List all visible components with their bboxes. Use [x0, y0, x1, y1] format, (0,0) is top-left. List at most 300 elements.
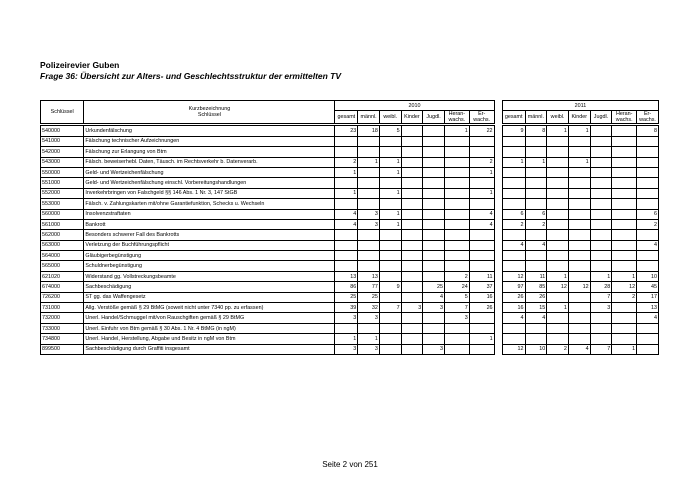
row-description: Bankrott — [84, 219, 335, 229]
value-cell-2011 — [568, 188, 590, 198]
value-cell-2011 — [568, 334, 590, 344]
value-cell-2011: 1 — [612, 271, 637, 281]
column-spacer — [494, 334, 502, 344]
value-cell-2010: 25 — [335, 292, 358, 302]
value-cell-2011: 4 — [502, 313, 525, 323]
value-cell-2011: 2 — [547, 344, 569, 354]
column-spacer — [494, 136, 502, 146]
value-cell-2011 — [547, 230, 569, 240]
value-cell-2010: 5 — [444, 292, 469, 302]
value-cell-2010: 11 — [469, 271, 494, 281]
value-cell-2011 — [525, 199, 547, 209]
value-cell-2010: 7 — [444, 303, 469, 313]
value-cell-2010: 3 — [335, 344, 358, 354]
value-cell-2010: 3 — [358, 209, 380, 219]
row-key: 734800 — [41, 334, 84, 344]
value-cell-2011: 85 — [525, 282, 547, 292]
value-cell-2011 — [502, 147, 525, 157]
value-cell-2010 — [358, 240, 380, 250]
value-cell-2011 — [547, 334, 569, 344]
value-cell-2010 — [423, 178, 445, 188]
value-cell-2011: 6 — [525, 209, 547, 219]
row-description: Widerstand gg. Vollstreckungsbeamte — [84, 271, 335, 281]
value-cell-2011 — [547, 157, 569, 167]
value-cell-2011: 3 — [590, 303, 612, 313]
row-key: 540000 — [41, 126, 84, 136]
value-cell-2011 — [612, 209, 637, 219]
value-cell-2011 — [637, 261, 659, 271]
value-cell-2011 — [547, 313, 569, 323]
value-cell-2010 — [444, 261, 469, 271]
value-cell-2010 — [335, 240, 358, 250]
key-column-header: Schlüssel — [41, 101, 84, 124]
value-cell-2011 — [568, 251, 590, 261]
column-spacer — [494, 219, 502, 229]
value-cell-2011 — [637, 147, 659, 157]
row-key: 562000 — [41, 230, 84, 240]
value-cell-2010: 1 — [335, 167, 358, 177]
value-cell-2011 — [637, 251, 659, 261]
row-description: Unerl. Handel/Schmuggel mit/von Rauschgiften gemäß § 29 BtMG — [84, 313, 335, 323]
value-cell-2010 — [469, 251, 494, 261]
value-cell-2011 — [525, 323, 547, 333]
value-cell-2010: 9 — [379, 282, 401, 292]
subcolumn-header-line: Jugdl. — [426, 114, 441, 121]
value-cell-2010 — [423, 126, 445, 136]
value-cell-2010 — [444, 188, 469, 198]
value-cell-2011 — [502, 178, 525, 188]
row-description: Fälsch. beweiserhebl. Daten, Täusch. im Rechtsverkehr b. Datenverarb. — [84, 157, 335, 167]
value-cell-2011 — [547, 323, 569, 333]
value-cell-2010 — [469, 313, 494, 323]
value-cell-2011: 10 — [525, 344, 547, 354]
value-cell-2010 — [444, 334, 469, 344]
value-cell-2010: 25 — [423, 282, 445, 292]
value-cell-2011: 1 — [612, 344, 637, 354]
value-cell-2011 — [502, 323, 525, 333]
column-spacer — [494, 209, 502, 219]
value-cell-2011 — [590, 157, 612, 167]
value-cell-2011 — [525, 334, 547, 344]
value-cell-2011 — [590, 147, 612, 157]
row-key: 561000 — [41, 219, 84, 229]
value-cell-2011: 2 — [612, 292, 637, 302]
value-cell-2011: 45 — [637, 282, 659, 292]
row-key: 543000 — [41, 157, 84, 167]
value-cell-2011 — [547, 199, 569, 209]
value-cell-2010: 1 — [444, 126, 469, 136]
value-cell-2011 — [612, 188, 637, 198]
value-cell-2011 — [568, 303, 590, 313]
value-cell-2010 — [379, 251, 401, 261]
column-spacer — [494, 240, 502, 250]
value-cell-2010 — [335, 251, 358, 261]
value-cell-2010 — [423, 240, 445, 250]
value-cell-2011 — [502, 188, 525, 198]
value-cell-2011 — [590, 323, 612, 333]
report-subtitle: Frage 36: Übersicht zur Alters- und Geschlechtsstruktur der ermittelten TV — [40, 71, 342, 81]
value-cell-2011 — [612, 240, 637, 250]
table-row — [41, 230, 659, 240]
row-description: Allg. Verstöße gemäß § 29 BtMG (soweit nicht unter 7340 pp. zu erfassen) — [84, 303, 335, 313]
row-description: Geld- und Wertzeichenfälschung — [84, 167, 335, 177]
subcolumn-header-line: Jugdl. — [593, 114, 609, 121]
row-description: ST gg. das Waffengesetz — [84, 292, 335, 302]
subcolumn-header-line: wachs. — [615, 117, 633, 124]
value-cell-2010: 1 — [379, 188, 401, 198]
value-cell-2010: 3 — [358, 313, 380, 323]
value-cell-2010: 25 — [358, 292, 380, 302]
value-cell-2010 — [379, 313, 401, 323]
value-cell-2010 — [444, 167, 469, 177]
value-cell-2010 — [444, 209, 469, 219]
subcolumn-header — [401, 111, 423, 124]
value-cell-2010: 1 — [379, 157, 401, 167]
value-cell-2011: 12 — [502, 344, 525, 354]
value-cell-2010 — [358, 261, 380, 271]
value-cell-2011 — [637, 230, 659, 240]
column-spacer — [494, 344, 502, 354]
year-header-2010: 2010 — [335, 101, 494, 111]
column-spacer — [494, 147, 502, 157]
table-row — [41, 303, 659, 313]
value-cell-2010: 4 — [469, 219, 494, 229]
value-cell-2010 — [401, 147, 423, 157]
value-cell-2010: 16 — [469, 292, 494, 302]
value-cell-2010: 3 — [358, 219, 380, 229]
value-cell-2011: 28 — [590, 282, 612, 292]
value-cell-2010: 26 — [469, 303, 494, 313]
value-cell-2011: 6 — [502, 209, 525, 219]
value-cell-2011: 1 — [568, 157, 590, 167]
value-cell-2010 — [379, 240, 401, 250]
value-cell-2011 — [568, 323, 590, 333]
value-cell-2011 — [568, 292, 590, 302]
value-cell-2010 — [423, 147, 445, 157]
value-cell-2011 — [637, 199, 659, 209]
subcolumn-header — [502, 111, 525, 124]
value-cell-2011 — [568, 209, 590, 219]
value-cell-2011 — [590, 251, 612, 261]
row-key: 553000 — [41, 199, 84, 209]
value-cell-2010 — [423, 157, 445, 167]
value-cell-2011 — [547, 209, 569, 219]
value-cell-2010: 1 — [469, 188, 494, 198]
column-spacer — [494, 313, 502, 323]
value-cell-2010 — [423, 334, 445, 344]
value-cell-2010 — [401, 199, 423, 209]
value-cell-2010 — [423, 167, 445, 177]
value-cell-2010 — [335, 178, 358, 188]
value-cell-2010: 3 — [444, 313, 469, 323]
subcolumn-header-line: Kinder — [571, 114, 588, 121]
value-cell-2011: 8 — [637, 126, 659, 136]
value-cell-2010: 1 — [379, 209, 401, 219]
value-cell-2011 — [590, 240, 612, 250]
value-cell-2010 — [423, 219, 445, 229]
table-row — [41, 167, 659, 177]
value-cell-2010 — [401, 126, 423, 136]
row-key: 899500 — [41, 344, 84, 354]
value-cell-2010 — [379, 230, 401, 240]
value-cell-2010 — [444, 178, 469, 188]
value-cell-2011 — [568, 199, 590, 209]
value-cell-2011 — [502, 167, 525, 177]
description-header-line2: Schlüssel — [197, 112, 221, 119]
value-cell-2011 — [590, 136, 612, 146]
row-key: 621020 — [41, 271, 84, 281]
value-cell-2011 — [502, 251, 525, 261]
value-cell-2010: 2 — [335, 157, 358, 167]
value-cell-2011 — [612, 157, 637, 167]
value-cell-2010: 1 — [469, 334, 494, 344]
value-cell-2011 — [637, 334, 659, 344]
value-cell-2011 — [525, 178, 547, 188]
table-row — [41, 344, 659, 354]
table-row — [41, 199, 659, 209]
value-cell-2010 — [423, 313, 445, 323]
column-spacer — [494, 230, 502, 240]
value-cell-2011 — [525, 147, 547, 157]
row-key: 732000 — [41, 313, 84, 323]
value-cell-2010 — [358, 323, 380, 333]
value-cell-2011 — [525, 188, 547, 198]
value-cell-2010: 1 — [335, 334, 358, 344]
subcolumn-header — [547, 111, 569, 124]
value-cell-2011 — [590, 188, 612, 198]
value-cell-2010 — [401, 261, 423, 271]
value-cell-2011 — [590, 261, 612, 271]
row-description: Inverkehrbringen von Falschgeld §§ 146 Abs. 1 Nr. 3, 147 StGB — [84, 188, 335, 198]
value-cell-2010 — [379, 136, 401, 146]
row-key: 542000 — [41, 147, 84, 157]
value-cell-2011 — [525, 167, 547, 177]
table-row — [41, 188, 659, 198]
column-spacer — [494, 199, 502, 209]
value-cell-2011 — [612, 147, 637, 157]
value-cell-2010: 24 — [444, 282, 469, 292]
value-cell-2010: 18 — [358, 126, 380, 136]
value-cell-2010 — [401, 230, 423, 240]
row-description: Sachbeschädigung — [84, 282, 335, 292]
subcolumn-header-line: gesamt — [337, 114, 356, 121]
value-cell-2010 — [401, 188, 423, 198]
value-cell-2011: 1 — [525, 157, 547, 167]
row-key: 726200 — [41, 292, 84, 302]
value-cell-2011 — [590, 230, 612, 240]
subcolumn-header-line: Er- — [478, 111, 486, 118]
value-cell-2011: 4 — [637, 240, 659, 250]
value-cell-2011: 2 — [525, 219, 547, 229]
value-cell-2011 — [590, 167, 612, 177]
value-cell-2010 — [444, 344, 469, 354]
value-cell-2011: 10 — [637, 271, 659, 281]
value-cell-2011: 2 — [637, 219, 659, 229]
value-cell-2010: 37 — [469, 282, 494, 292]
value-cell-2011: 9 — [502, 126, 525, 136]
value-cell-2011: 12 — [502, 271, 525, 281]
value-cell-2010 — [401, 344, 423, 354]
value-cell-2010 — [401, 219, 423, 229]
value-cell-2011 — [612, 334, 637, 344]
row-description: Unerl. Handel, Herstellung, Abgabe und Besitz in ngM von Btm — [84, 334, 335, 344]
statistics-table — [40, 100, 659, 355]
value-cell-2010: 4 — [335, 209, 358, 219]
page-number: Seite 2 von 251 — [322, 460, 378, 469]
value-cell-2011: 12 — [568, 282, 590, 292]
value-cell-2011 — [547, 240, 569, 250]
column-spacer — [494, 157, 502, 167]
value-cell-2010 — [401, 240, 423, 250]
value-cell-2010 — [358, 147, 380, 157]
column-spacer — [494, 323, 502, 333]
value-cell-2010 — [401, 323, 423, 333]
value-cell-2010 — [444, 147, 469, 157]
value-cell-2010 — [423, 136, 445, 146]
row-key: 674000 — [41, 282, 84, 292]
column-spacer — [494, 261, 502, 271]
value-cell-2011 — [637, 167, 659, 177]
value-cell-2011 — [612, 178, 637, 188]
table-row — [41, 261, 659, 271]
value-cell-2010 — [379, 261, 401, 271]
value-cell-2010 — [423, 323, 445, 333]
value-cell-2011 — [502, 199, 525, 209]
value-cell-2011: 4 — [637, 313, 659, 323]
value-cell-2011 — [525, 136, 547, 146]
value-cell-2011 — [568, 240, 590, 250]
table-row — [41, 209, 659, 219]
value-cell-2010 — [335, 199, 358, 209]
value-cell-2011 — [547, 219, 569, 229]
table-row — [41, 178, 659, 188]
value-cell-2011 — [637, 188, 659, 198]
value-cell-2011: 7 — [590, 344, 612, 354]
table-row — [41, 251, 659, 261]
table-row — [41, 126, 659, 136]
value-cell-2011 — [568, 219, 590, 229]
value-cell-2010: 2 — [444, 271, 469, 281]
value-cell-2011 — [612, 126, 637, 136]
value-cell-2011 — [612, 230, 637, 240]
value-cell-2011 — [502, 334, 525, 344]
value-cell-2011 — [590, 126, 612, 136]
column-spacer — [494, 271, 502, 281]
value-cell-2010 — [358, 188, 380, 198]
row-description: Sachbeschädigung durch Graffiti insgesamt — [84, 344, 335, 354]
value-cell-2010: 13 — [358, 271, 380, 281]
value-cell-2010 — [335, 147, 358, 157]
value-cell-2011: 1 — [547, 303, 569, 313]
value-cell-2011 — [568, 271, 590, 281]
value-cell-2011: 16 — [502, 303, 525, 313]
value-cell-2010 — [469, 147, 494, 157]
value-cell-2010 — [444, 240, 469, 250]
value-cell-2011: 12 — [547, 282, 569, 292]
table-row — [41, 219, 659, 229]
value-cell-2010 — [423, 209, 445, 219]
table-row — [41, 282, 659, 292]
value-cell-2010: 4 — [469, 209, 494, 219]
value-cell-2011 — [612, 199, 637, 209]
row-key: 565000 — [41, 261, 84, 271]
value-cell-2010 — [401, 292, 423, 302]
value-cell-2010 — [401, 167, 423, 177]
value-cell-2011: 26 — [502, 292, 525, 302]
value-cell-2011 — [612, 261, 637, 271]
row-description: Fälschung technischer Aufzeichnungen — [84, 136, 335, 146]
value-cell-2010: 3 — [401, 303, 423, 313]
row-description: Insolvenzstraftaten — [84, 209, 335, 219]
value-cell-2010 — [469, 261, 494, 271]
value-cell-2010: 13 — [335, 271, 358, 281]
row-key: 541000 — [41, 136, 84, 146]
value-cell-2011 — [568, 230, 590, 240]
column-spacer — [494, 126, 502, 136]
value-cell-2011 — [547, 147, 569, 157]
value-cell-2010: 1 — [469, 167, 494, 177]
value-cell-2010 — [401, 271, 423, 281]
column-spacer — [494, 167, 502, 177]
value-cell-2011 — [568, 167, 590, 177]
value-cell-2010: 22 — [469, 126, 494, 136]
subcolumn-header-line: Kinder — [404, 114, 420, 121]
value-cell-2011: 7 — [590, 292, 612, 302]
value-cell-2010: 2 — [469, 157, 494, 167]
value-cell-2010 — [469, 178, 494, 188]
value-cell-2010: 3 — [423, 344, 445, 354]
subcolumn-header-line: Er- — [643, 111, 652, 118]
value-cell-2010: 3 — [335, 313, 358, 323]
subcolumn-header — [358, 111, 380, 124]
table-row — [41, 292, 659, 302]
value-cell-2011: 2 — [502, 219, 525, 229]
value-cell-2010 — [379, 292, 401, 302]
row-key: 551000 — [41, 178, 84, 188]
value-cell-2011 — [590, 219, 612, 229]
value-cell-2011 — [590, 313, 612, 323]
value-cell-2010 — [423, 188, 445, 198]
column-spacer — [494, 178, 502, 188]
value-cell-2011 — [568, 313, 590, 323]
value-cell-2010 — [358, 167, 380, 177]
value-cell-2011 — [568, 178, 590, 188]
row-key: 563000 — [41, 240, 84, 250]
value-cell-2011: 26 — [525, 292, 547, 302]
row-description: Urkundenfälschung — [84, 126, 335, 136]
row-description: Unerl. Einfuhr von Btm gemäß § 30 Abs. 1 Nr. 4 BtMG (in ngM) — [84, 323, 335, 333]
page-header — [40, 60, 341, 82]
value-cell-2010 — [358, 251, 380, 261]
value-cell-2010 — [358, 178, 380, 188]
row-key: 564000 — [41, 251, 84, 261]
value-cell-2010 — [358, 199, 380, 209]
value-cell-2010: 86 — [335, 282, 358, 292]
value-cell-2011 — [547, 251, 569, 261]
subcolumn-header — [444, 111, 469, 124]
subcolumn-header-line: wachs. — [639, 117, 656, 124]
value-cell-2010 — [401, 313, 423, 323]
subcolumn-header — [335, 111, 358, 124]
value-cell-2010 — [358, 230, 380, 240]
value-cell-2011: 4 — [525, 313, 547, 323]
subcolumn-header-line: männl. — [360, 114, 377, 121]
value-cell-2011: 4 — [502, 240, 525, 250]
row-key: 560000 — [41, 209, 84, 219]
value-cell-2010 — [469, 323, 494, 333]
subcolumn-header-line: weibl. — [550, 114, 565, 121]
value-cell-2011 — [525, 230, 547, 240]
